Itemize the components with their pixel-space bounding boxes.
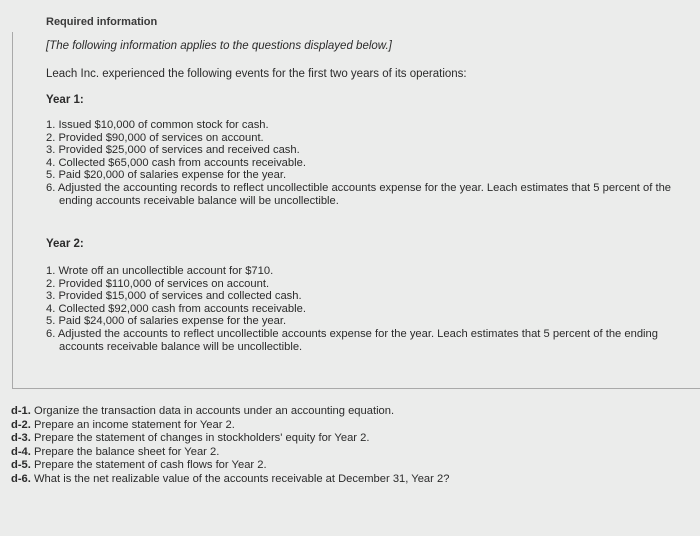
requirement-item xyxy=(11,419,691,433)
requirement-text: What is the net realizable value of the accounts receivable at December 31, Year 2? xyxy=(34,472,450,485)
year1-list xyxy=(46,119,686,207)
list-item: 4. Collected $92,000 cash from accounts receivable. xyxy=(46,302,306,315)
list-item: 3. Provided $15,000 of services and collected cash. xyxy=(46,290,302,303)
requirement-text: Prepare the statement of changes in stockholders' equity for Year 2. xyxy=(34,432,370,445)
lead-sentence: Leach Inc. experienced the following events for the first two years of its operations: xyxy=(46,68,467,80)
list-item: 2. Provided $90,000 of services on account. xyxy=(46,131,264,144)
year1-title: Year 1: xyxy=(46,94,84,106)
intro-note: [The following information applies to the questions displayed below.] xyxy=(46,40,392,52)
requirement-label: d-3. xyxy=(11,432,31,445)
requirement-item xyxy=(11,473,691,487)
list-item: 5. Paid $24,000 of salaries expense for the year. xyxy=(46,315,287,328)
requirement-text: Organize the transaction data in accounts under an accounting equation. xyxy=(34,405,395,417)
requirement-text: Prepare an income statement for Year 2. xyxy=(34,418,235,431)
list-item: 6. Adjusted the accounts to reflect uncollectible accounts expense for the year. Leach estimates that 5 percent of the ending accounts receivable balance will be uncollectible. xyxy=(46,327,658,353)
year2-list xyxy=(46,265,686,353)
requirement-label: d-4. xyxy=(11,445,31,458)
list-item: 3. Provided $25,000 of services and received cash. xyxy=(46,144,300,157)
year2-title: Year 2: xyxy=(46,238,84,250)
list-item: 1. Issued $10,000 of common stock for cash. xyxy=(46,119,269,131)
list-item: 4. Collected $65,000 cash from accounts receivable. xyxy=(46,156,306,169)
requirement-text: Prepare the balance sheet for Year 2. xyxy=(34,445,220,458)
requirement-label: d-6. xyxy=(11,472,31,485)
requirement-label: d-1. xyxy=(11,405,31,417)
requirement-item xyxy=(11,432,691,446)
section-header: Required information xyxy=(46,16,158,28)
requirement-text: Prepare the statement of cash flows for Year 2. xyxy=(34,459,267,472)
requirement-item xyxy=(11,459,691,473)
list-item: 2. Provided $110,000 of services on account. xyxy=(46,277,270,290)
requirement-label: d-2. xyxy=(11,418,31,431)
list-item: 1. Wrote off an uncollectible account for $710. xyxy=(46,265,274,277)
requirement-item xyxy=(11,405,691,419)
requirement-label: d-5. xyxy=(11,459,31,472)
list-item: 5. Paid $20,000 of salaries expense for the year. xyxy=(46,169,287,182)
requirements-list xyxy=(11,405,691,487)
requirement-item xyxy=(11,446,691,460)
list-item: 6. Adjusted the accounting records to reflect uncollectible accounts expense for the year. Leach estimates that 5 percent of the ending accounts receivable balance will be uncollectible. xyxy=(46,181,672,207)
